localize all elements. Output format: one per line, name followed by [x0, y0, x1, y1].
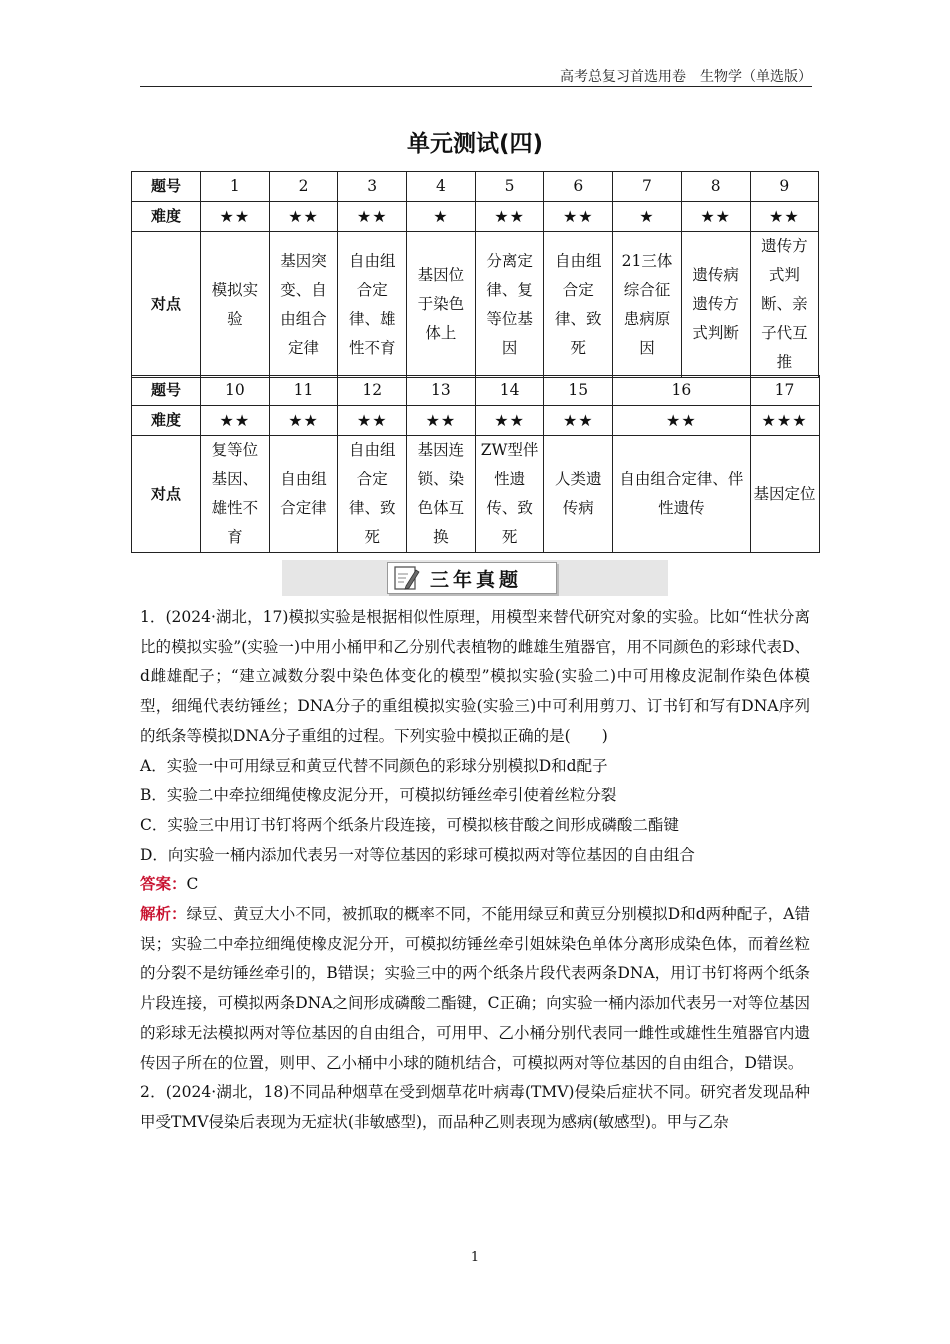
page-number: 1	[470, 1250, 480, 1265]
table-row	[132, 436, 820, 553]
difficulty-stars: ★	[407, 202, 476, 232]
difficulty-stars: ★★	[269, 202, 338, 232]
question-number: 17	[750, 376, 819, 406]
difficulty-stars: ★★	[269, 406, 338, 436]
question-number: 5	[475, 172, 544, 202]
question-2-stem: 2．(2024·湖北，18)不同品种烟草在受到烟草花叶病毒(TMV)侵染后症状不同。研究者发现品种甲受TMV侵染后表现为无症状(非敏感型)，而品种乙则表现为感病(敏感型)。甲与乙杂	[140, 1083, 810, 1131]
question-stem: 1．(2024·湖北，17)模拟实验是根据相似性原理，用模型来替代研究对象的实验。比如“性状分离比的模拟实验”(实验一)中用小桶甲和乙分别代表植物的雌雄生殖器官，用不同颜色的彩球代表D、d雌雄配子；“建立减数分裂中染色体变化的模型”模拟实验(实验二)中可用橡皮泥制作染色体模型，细绳代表纺锤丝；DNA分子的重组模拟实验(实验三)中可利用剪刀、订书钉和写有DNA序列的纸条等模拟DNA分子重组的过程。下列实验中模拟正确的是( )	[140, 608, 810, 745]
question-number: 8	[681, 172, 750, 202]
question-number: 14	[475, 376, 544, 406]
table-row	[132, 172, 819, 202]
difficulty-stars: ★★	[750, 202, 819, 232]
topic-cell: 复等位基因、雄性不育	[201, 436, 270, 553]
question-number: 7	[613, 172, 682, 202]
difficulty-stars: ★★	[544, 406, 613, 436]
question-number: 3	[338, 172, 407, 202]
header-rule	[140, 86, 812, 87]
topic-cell: 遗传病遗传方式判断	[681, 232, 750, 378]
difficulty-stars: ★★	[338, 202, 407, 232]
option-c: C．实验三中用订书钉将两个纸条片段连接，可模拟核苷酸之间形成磷酸二酯键	[140, 815, 679, 834]
difficulty-stars: ★★	[201, 406, 270, 436]
difficulty-stars: ★★	[201, 202, 270, 232]
topic-cell: 人类遗传病	[544, 436, 613, 553]
row-label: 题号	[132, 376, 201, 406]
difficulty-stars: ★★★	[750, 406, 819, 436]
topic-cell: 自由组合定律、雄性不育	[338, 232, 407, 378]
topic-cell: 基因位于染色体上	[407, 232, 476, 378]
topic-cell: 基因连锁、染色体互换	[407, 436, 476, 553]
table-row	[132, 376, 820, 406]
topic-cell: 基因突变、自由组合定律	[269, 232, 338, 378]
topic-cell: 分离定律、复等位基因	[475, 232, 544, 378]
question-number: 1	[201, 172, 270, 202]
topic-cell: 21三体综合征患病原因	[613, 232, 682, 378]
difficulty-table-1	[131, 171, 819, 378]
question-1	[140, 603, 810, 1138]
topic-cell: 遗传方式判断、亲子代互推	[750, 232, 819, 378]
table-row	[132, 406, 820, 436]
question-number: 6	[544, 172, 613, 202]
option-a: A．实验一中可用绿豆和黄豆代替不同颜色的彩球分别模拟D和d配子	[140, 756, 608, 775]
difficulty-stars: ★★	[544, 202, 613, 232]
question-number: 9	[750, 172, 819, 202]
topic-cell: 模拟实验	[201, 232, 270, 378]
question-number: 13	[407, 376, 476, 406]
question-number: 12	[338, 376, 407, 406]
row-label: 题号	[132, 172, 201, 202]
analysis-label: 解析：	[140, 905, 187, 924]
section-banner	[282, 560, 668, 596]
table-row	[132, 202, 819, 232]
difficulty-stars: ★★	[475, 406, 544, 436]
row-label: 难度	[132, 406, 201, 436]
topic-cell: 自由组合定律、致死	[338, 436, 407, 553]
question-number: 11	[269, 376, 338, 406]
topic-cell: ZW型伴性遗传、致死	[475, 436, 544, 553]
table-row	[132, 232, 819, 378]
pencil-icon	[394, 566, 420, 590]
difficulty-stars: ★★	[613, 406, 750, 436]
row-label: 难度	[132, 202, 201, 232]
row-label: 对点	[132, 232, 201, 378]
answer-label: 答案：	[140, 875, 187, 894]
section-banner-title: 三年真题	[430, 569, 523, 591]
topic-cell: 自由组合定律、伴性遗传	[613, 436, 750, 553]
topic-cell: 基因定位	[750, 436, 819, 553]
difficulty-stars: ★	[613, 202, 682, 232]
option-d: D．向实验一桶内添加代表另一对等位基因的彩球可模拟两对等位基因的自由组合	[140, 845, 695, 864]
difficulty-stars: ★★	[681, 202, 750, 232]
question-number: 16	[613, 376, 750, 406]
difficulty-stars: ★★	[338, 406, 407, 436]
page-title: 单元测试(四)	[406, 131, 544, 157]
question-number: 15	[544, 376, 613, 406]
section-banner-box	[387, 562, 557, 594]
topic-cell: 自由组合定律	[269, 436, 338, 553]
question-number: 4	[407, 172, 476, 202]
answer-value: C	[186, 875, 199, 894]
question-number: 10	[201, 376, 270, 406]
option-b: B．实验二中牵拉细绳使橡皮泥分开，可模拟纺锤丝牵引使着丝粒分裂	[140, 786, 617, 805]
difficulty-stars: ★★	[407, 406, 476, 436]
analysis-paragraph	[140, 900, 810, 1078]
difficulty-table-2	[131, 375, 820, 553]
answer-line	[140, 870, 810, 900]
difficulty-stars: ★★	[475, 202, 544, 232]
page-header: 高考总复习首选用卷 生物学（单选版）	[560, 69, 812, 85]
analysis-text: 绿豆、黄豆大小不同，被抓取的概率不同，不能用绿豆和黄豆分别模拟D和d两种配子，A错误；实验二中牵拉细绳使橡皮泥分开，可模拟纺锤丝牵引姐妹染色单体分离形成染色体，而着丝粒的分裂不是纺锤丝牵引的，B错误；实验三中的两个纸条片段代表两条DNA，用订书钉将两个纸条片段连接，可模拟两条DNA之间形成磷酸二酯键，C正确；向实验一桶内添加代表另一对等位基因的彩球无法模拟两对等位基因的自由组合，可用甲、乙小桶分别代表同一雌性或雄性生殖器官内遗传因子所在的位置，则甲、乙小桶中小球的随机结合，可模拟两对等位基因的自由组合，D错误。	[140, 905, 810, 1072]
row-label: 对点	[132, 436, 201, 553]
topic-cell: 自由组合定律、致死	[544, 232, 613, 378]
question-number: 2	[269, 172, 338, 202]
